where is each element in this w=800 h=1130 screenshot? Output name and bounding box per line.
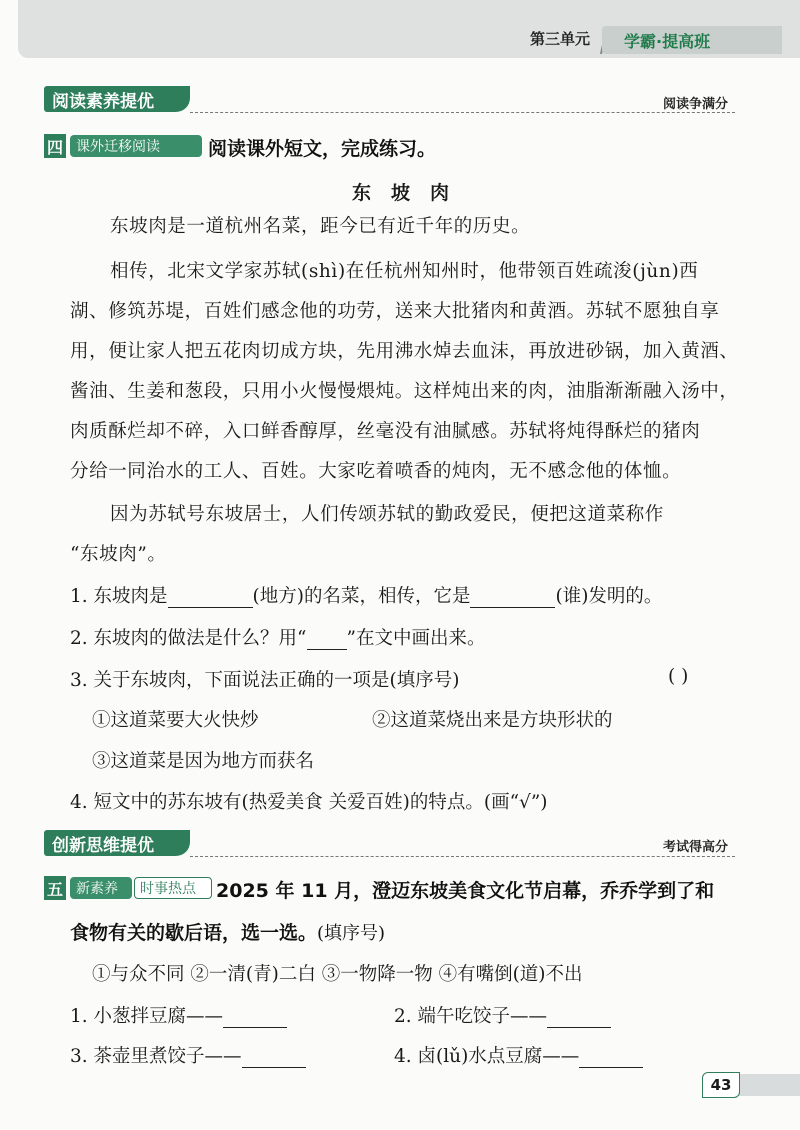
section-subtitle: 阅读争满分 xyxy=(662,97,728,112)
idiom-item xyxy=(394,1002,611,1028)
item-text: 4. 卤(lǔ)水点豆腐—— xyxy=(394,1046,580,1067)
passage-line: “东坡肉”。 xyxy=(70,544,167,565)
item-text: 1. 小葱拌豆腐—— xyxy=(70,1006,224,1027)
option-3: ③这道菜是因为地方而获名 xyxy=(92,751,315,772)
exercise-instruction: 2025 年 11 月，澄迈东坡美食文化节启幕，乔乔学到了和 xyxy=(216,880,715,902)
answer-blank[interactable] xyxy=(242,1049,306,1068)
question-text: (谁)发明的。 xyxy=(555,586,663,607)
passage-line: 用，便让家人把五花肉切成方块，先用沸水焯去血沫，再放进砂锅，加入黄酒、 xyxy=(70,341,739,362)
divider xyxy=(190,856,735,857)
exercise-tag: 时事热点 xyxy=(134,877,212,899)
section-banner-reading: 阅读素养提优 xyxy=(44,86,190,112)
passage-line: 因为苏轼号东坡居士，人们传颂苏轼的勤政爱民，便把这道菜称作 xyxy=(110,504,664,525)
exercise-tag: 课外迁移阅读 xyxy=(70,135,202,157)
answer-parentheses[interactable]: ( ) xyxy=(668,666,689,687)
item-text: 2. 端午吃饺子—— xyxy=(394,1006,548,1027)
answer-blank[interactable] xyxy=(223,1009,287,1028)
instruction-text: 食物有关的歇后语，选一选。 xyxy=(70,922,318,944)
question-text: 1. 东坡肉是 xyxy=(70,586,168,607)
answer-blank[interactable] xyxy=(470,589,555,608)
question-1 xyxy=(70,582,662,608)
brand-label: 学霸·提高班 xyxy=(602,26,782,54)
passage-line: 酱油、生姜和葱段，只用小火慢慢煨炖。这样炖出来的肉，油脂渐渐融入汤中， xyxy=(70,381,739,402)
page-footer-bar xyxy=(738,1074,800,1096)
answer-blank[interactable] xyxy=(547,1009,611,1028)
section-subtitle: 考试得高分 xyxy=(662,840,728,855)
page-number: 43 xyxy=(702,1072,740,1098)
question-text: ”在文中画出来。 xyxy=(346,628,486,649)
idiom-options: ①与众不同 ②一清(青)二白 ③一物降一物 ④有嘴倒(道)不出 xyxy=(92,964,583,985)
answer-blank[interactable] xyxy=(579,1049,643,1068)
underline-mark xyxy=(307,635,347,650)
question-4: 4. 短文中的苏东坡有(热爱美食 关爱百姓)的特点。(画“√”) xyxy=(70,792,548,813)
divider xyxy=(190,112,735,113)
option-1: ①这道菜要大火快炒 xyxy=(92,710,259,731)
passage-title: 东坡肉 xyxy=(352,182,470,204)
exercise-instruction xyxy=(70,918,385,945)
question-3: 3. 关于东坡肉，下面说法正确的一项是(填序号) xyxy=(70,670,460,691)
idiom-item xyxy=(70,1042,306,1068)
section-banner-thinking: 创新思维提优 xyxy=(44,830,190,856)
passage-line: 相传，北宋文学家苏轼(shì)在任杭州知州时，他带领百姓疏浚(jùn)西 xyxy=(110,261,699,282)
answer-blank[interactable] xyxy=(168,589,253,608)
idiom-item xyxy=(394,1042,643,1068)
exercise-instruction: 阅读课外短文，完成练习。 xyxy=(208,138,437,160)
passage-line: 分给一同治水的工人、百姓。大家吃着喷香的炖肉，无不感念他的体恤。 xyxy=(70,461,682,482)
idiom-item xyxy=(70,1002,287,1028)
exercise-tag: 新素养 xyxy=(70,877,132,899)
exercise-number: 四 xyxy=(44,134,66,158)
instruction-note: (填序号) xyxy=(317,923,386,944)
exercise-number: 五 xyxy=(44,876,66,900)
item-text: 3. 茶壶里煮饺子—— xyxy=(70,1046,242,1067)
passage-line: 湖、修筑苏堤，百姓们感念他的功劳，送来大批猪肉和黄酒。苏轼不愿独自享 xyxy=(70,301,720,322)
question-text: (地方)的名菜，相传，它是 xyxy=(252,586,471,607)
passage-line: 东坡肉是一道杭州名菜，距今已有近千年的历史。 xyxy=(110,216,531,237)
option-2: ②这道菜烧出来是方块形状的 xyxy=(372,710,613,731)
question-2 xyxy=(70,624,485,650)
unit-label: 第三单元 xyxy=(529,30,590,48)
question-text: 2. 东坡肉的做法是什么？用“ xyxy=(70,628,307,649)
passage-line: 肉质酥烂却不碎，入口鲜香醇厚，丝毫没有油腻感。苏轼将炖得酥烂的猪肉 xyxy=(70,421,701,442)
